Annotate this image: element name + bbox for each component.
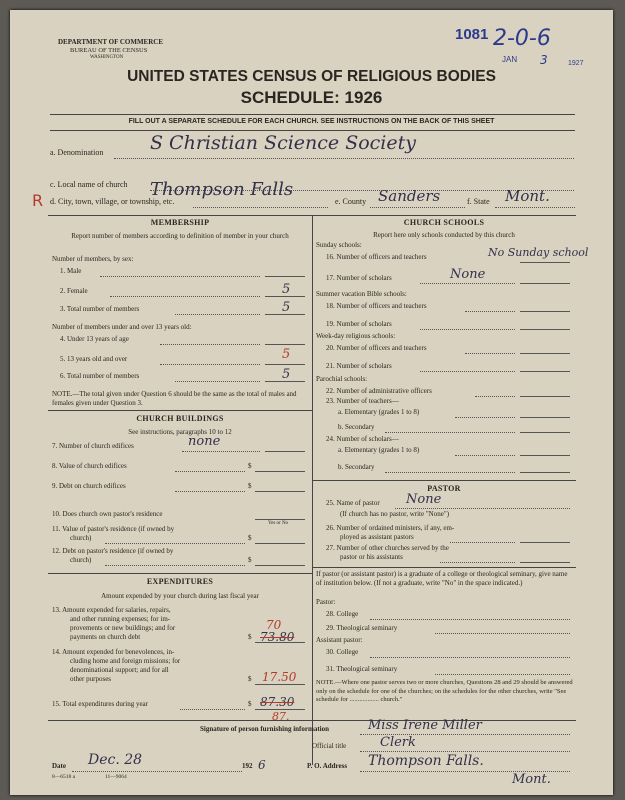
official-title-label: Official title [312,742,347,750]
signature-label: Signature of person furnishing information [200,725,329,733]
city-label: d. City, town, village, or township, etc. [50,197,175,206]
q8-value-label: 8. Value of church edifices [52,462,127,470]
q2-female-label: 2. Female [60,287,88,295]
q13-struck-value: 73.80 [260,630,295,644]
q13-line2: and other running expenses; for im- [70,615,171,623]
stamp-day: 3 [540,53,548,67]
q11-line2: church) [70,534,92,542]
q14-line1: 14. Amount expended for benevolences, in- [52,648,175,656]
college-intro: If pastor (or assistant pastor) is a graduate of a college or theological seminary, give name of institution below. (If not a graduate, write "No" in the space indicated.) [316,570,568,587]
date-value: Dec. 28 [88,752,143,768]
pastor-heading: PASTOR [427,484,461,493]
q22-label: 22. Number of administrative officers [326,387,432,395]
address-value: Thompson Falls. [368,753,484,769]
stamp-number: 1081 [455,26,489,43]
q14-line2: cluding home and foreign missions; for [70,657,181,665]
pastor-note: NOTE.—Where one pastor serves two or more churches, Questions 28 and 29 should be answered only on the schedule for one of the churches; on the schedules for the other churches, write "See schedule for .................. church." [316,679,573,703]
age-intro-label: Number of members under and over 13 years old: [52,323,192,331]
date-label: Date [52,762,66,770]
q23-label: 23. Number of teachers— [326,397,399,405]
membership-note: NOTE.—The total given under Question 6 should be the same as the total of males and females given under Question 3. [52,390,297,407]
expenditures-intro: Amount expended by your church during last fiscal year [101,592,259,600]
q14-line3: denominational support; and for all [70,666,169,674]
denomination-value: S Christian Science Society [150,132,416,154]
q25-label: 25. Name of pastor [326,499,380,507]
q26-line1: 26. Number of ordained ministers, if any, em- [326,524,455,532]
parochial-schools-label: Parochial schools: [316,375,368,383]
address-label: P. O. Address [307,762,348,770]
q14-value: 17.50 [262,670,297,684]
q4-under13-label: 4. Under 13 years of age [60,335,129,343]
form-instruction: FILL OUT A SEPARATE SCHEDULE FOR EACH CHURCH. SEE INSTRUCTIONS ON THE BACK OF THIS SHEET [128,118,495,125]
q12-line1: 12. Debt on pastor's residence (if owned by [52,547,174,555]
form-title: UNITED STATES CENSUS OF RELIGIOUS BODIES [127,68,496,85]
q7-edifices-value: none [188,434,221,449]
signature-value: Miss Irene Miller [368,718,482,733]
bureau-city: WASHINGTON [90,55,124,60]
yes-no-hint: Yes or No [268,521,289,526]
q2-female-value: 5 [282,282,291,297]
q30-label: 30. College [326,648,359,656]
form-code: 8—6518 a [52,774,76,780]
q15-dollar: $ [248,700,252,708]
q29-label: 29. Theological seminary [326,624,398,632]
q20-label: 20. Number of officers and teachers [326,344,427,352]
handwritten-code: 2-0-6 [493,26,551,51]
expenditures-heading: EXPENDITURES [146,577,214,586]
state-label: f. State [467,197,490,206]
q12-dollar: $ [248,556,252,564]
q15-corrected-value: 87. [272,710,290,723]
bureau-name: BUREAU OF THE CENSUS [70,47,148,54]
q10-residence-label: 10. Does church own pastor's residence [52,510,163,518]
q5-over13-value: 5 [282,347,291,362]
q14-dollar: $ [248,675,252,683]
form-subtitle: SCHEDULE: 1926 [240,88,383,107]
q5-over13-label: 5. 13 years old and over [60,355,128,363]
print-code: 11—9064 [105,774,127,780]
membership-intro: Report number of members according to definition of member in your church [71,232,289,240]
q11-dollar: $ [248,534,252,542]
q18-label: 18. Number of officers and teachers [326,302,427,310]
q1-male-label: 1. Male [60,267,82,275]
q21-label: 21. Number of scholars [326,362,392,370]
q16-label: 16. Number of officers and teachers [326,253,427,261]
q16-value: No Sunday school [488,246,589,259]
q17-value: None [450,267,486,282]
q11-line1: 11. Value of pastor's residence (if owned by [52,525,175,533]
q24a-label: a. Elementary (grades 1 to 8) [338,446,420,454]
q27-line2: pastor or his assistants [340,553,403,561]
q13-line1: 13. Amount expended for salaries, repairs, [52,606,171,614]
county-value: Sanders [378,187,441,205]
state-value: Mont. [505,187,550,205]
q3-total-value: 5 [282,300,291,315]
sunday-schools-label: Sunday schools: [316,241,362,249]
q14-line4: other purposes [70,675,112,683]
county-label: e. County [335,197,367,206]
q24-label: 24. Number of scholars— [326,435,399,443]
q26-line2: ployed as assistant pastors [340,533,414,541]
q23a-label: a. Elementary (grades 1 to 8) [338,408,420,416]
q19-label: 19. Number of scholars [326,320,392,328]
q9-dollar: $ [248,482,252,490]
q8-dollar: $ [248,462,252,470]
q6-total-label: 6. Total number of members [60,372,140,380]
q7-edifices-label: 7. Number of church edifices [52,442,134,450]
q17-label: 17. Number of scholars [326,274,392,282]
q15-total-label: 15. Total expenditures during year [52,700,148,708]
schools-heading: CHURCH SCHOOLS [403,218,485,227]
members-by-sex-label: Number of members, by sex: [52,255,134,263]
weekday-schools-label: Week-day religious schools: [316,332,396,340]
address-state: Mont. [512,772,551,787]
q27-line1: 27. Number of other churches served by the [326,544,449,552]
stamp-year: 1927 [568,60,584,67]
q3-total-label: 3. Total number of members [60,305,140,313]
q13-corrected-value: 70 [266,618,282,632]
q25-note: (If church has no pastor, write "None") [340,510,450,518]
official-title-value: Clerk [380,735,416,750]
q13-line4: payments on church debt [70,633,141,641]
q12-line2: church) [70,556,92,564]
q9-debt-label: 9. Debt on church edifices [52,482,126,490]
year-prefix: 192 [242,762,253,770]
pastor-subhead: Pastor: [316,598,336,606]
q31-label: 31. Theological seminary [326,665,398,673]
red-margin-mark: R [32,191,44,210]
q24b-label: b. Secondary [338,463,375,471]
dept-name: DEPARTMENT OF COMMERCE [58,38,164,46]
buildings-heading: CHURCH BUILDINGS [136,414,224,423]
buildings-intro: See instructions, paragraphs 10 to 12 [128,428,232,436]
assistant-pastor-subhead: Assistant pastor: [316,636,363,644]
city-value: Thompson Falls [150,179,294,200]
denomination-label: a. Denomination [50,148,104,157]
schools-intro: Report here only schools conducted by this church [373,231,515,239]
year-digit: 6 [258,758,266,772]
q25-value: None [406,492,442,507]
q13-line3: provements or new buildings; and for [70,624,176,632]
q28-label: 28. College [326,610,359,618]
q6-total-value: 5 [282,367,291,382]
membership-heading: MEMBERSHIP [150,218,210,227]
q23b-label: b. Secondary [338,423,375,431]
local-name-label: c. Local name of church [50,180,128,189]
census-schedule-page [10,10,613,795]
summer-schools-label: Summer vacation Bible schools: [316,290,407,298]
q15-struck-value: 87.30 [260,695,295,709]
stamp-month: JAN [502,55,518,64]
q13-dollar: $ [248,633,252,641]
